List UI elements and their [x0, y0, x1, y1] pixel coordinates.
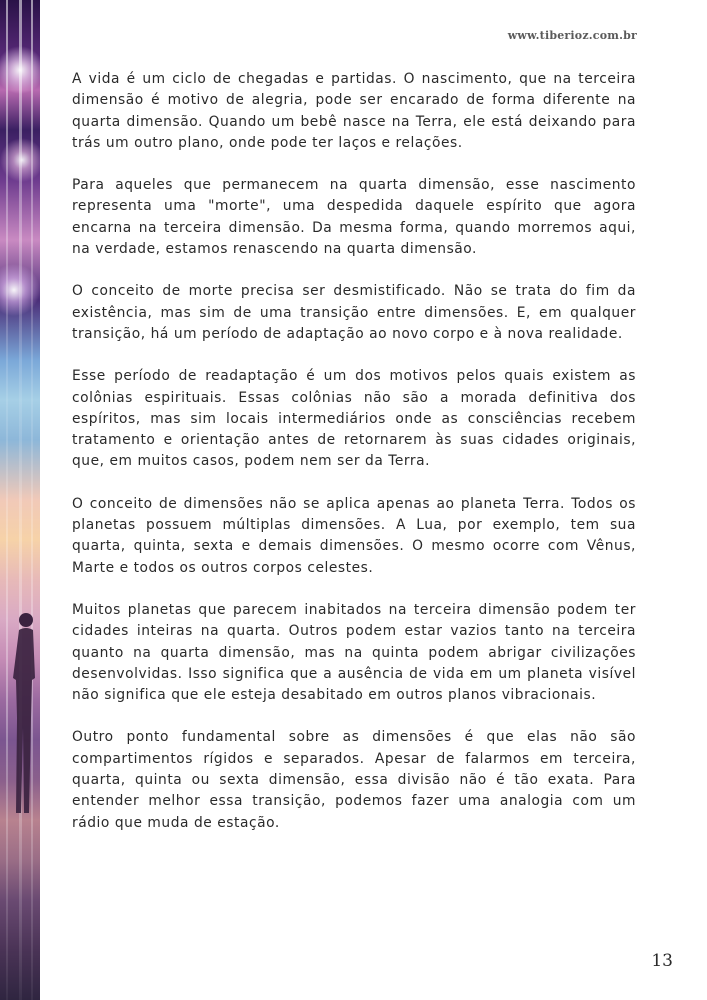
body-text [72, 69, 636, 855]
light-streak [31, 0, 33, 1000]
light-streak [6, 0, 8, 1000]
light-streak [19, 0, 22, 1000]
paragraph: O conceito de morte precisa ser desmistificado. Não se trata do fim da existência, mas sim de uma transição entre dimensões. E, em qualquer transição, há um período de adaptação ao novo corpo e à nova realidade. [72, 283, 636, 342]
site-url[interactable]: www.tiberioz.com.br [507, 29, 637, 42]
decorative-side-image [0, 0, 40, 1000]
paragraph: Outro ponto fundamental sobre as dimensões é que elas não são compartimentos rígidos e separados. Apesar de falarmos em terceira, quarta, quinta ou sexta dimensão, essa divisão não é tão exata. Para entender melhor essa transição, podemos fazer uma analogia com um rádio que muda de estação. [72, 729, 636, 831]
paragraph: A vida é um ciclo de chegadas e partidas. O nascimento, que na terceira dimensão é motivo de alegria, pode ser encarado de forma diferente na quarta dimensão. Quando um bebê nasce na Terra, ele está deixando para trás um outro plano, onde pode ter laços e relações. [72, 71, 636, 151]
paragraph: Esse período de readaptação é um dos motivos pelos quais existem as colônias espirituais. Essas colônias não são a morada definitiva dos espíritos, mas sim locais intermediários onde as consciências recebem tratamento e orientação antes de retornarem às suas cidades originais, que, em muitos casos, podem nem ser da Terra. [72, 368, 636, 470]
paragraph: O conceito de dimensões não se aplica apenas ao planeta Terra. Todos os planetas possuem múltiplas dimensões. A Lua, por exemplo, tem sua quarta, quinta, sexta e demais dimensões. O mesmo ocorre com Vênus, Marte e todos os outros corpos celestes. [72, 495, 636, 576]
page-number: 13 [651, 951, 673, 971]
paragraph: Para aqueles que permanecem na quarta dimensão, esse nascimento representa uma "morte", uma despedida daquele espírito que agora encarna na terceira dimensão. Da mesma forma, quando morremos aqui, na verdade, estamos renascendo na quarta dimensão. [72, 177, 636, 258]
human-silhouette-image [8, 608, 38, 818]
paragraph: Muitos planetas que parecem inabitados na terceira dimensão podem ter cidades inteiras na quarta. Outros podem estar vazios tanto na terceira quanto na quarta dimensão, mas na quinta podem abrigar civilizações desenvolvidas. Isso significa que a ausência de vida em um planeta visível não significa que ele esteja desabitado em outros planos vibracionais. [72, 601, 636, 704]
